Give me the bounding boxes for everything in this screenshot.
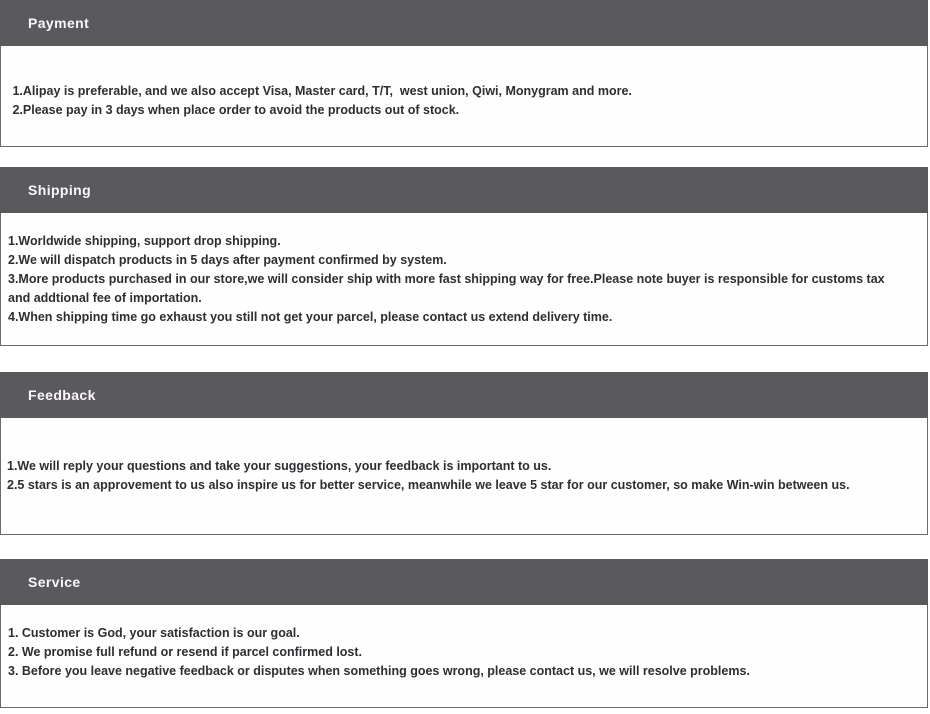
text-line: 2.5 stars is an approvement to us also inspire us for better service, meanwhile we leave 5 star for our customer, so make Win-win between us. — [7, 478, 850, 492]
section-feedback — [0, 372, 928, 535]
payment-title: Payment — [28, 15, 90, 31]
service-header-bar — [0, 559, 928, 605]
section-shipping — [0, 167, 928, 346]
text-line: 4.When shipping time go exhaust you still not get your parcel, please contact us extend delivery time. — [8, 310, 613, 324]
payment-header-bar — [0, 0, 928, 46]
text-line: 2. We promise full refund or resend if parcel confirmed lost. — [8, 645, 363, 659]
shipping-content — [0, 213, 928, 346]
shipping-header-bar — [0, 167, 928, 213]
text-line: 3.More products purchased in our store,we will consider ship with more fast shipping way for free.Please note buyer is responsible for customs tax — [8, 272, 885, 286]
section-service — [0, 559, 928, 708]
text-line: 1.We will reply your questions and take your suggestions, your feedback is important to us. — [7, 459, 552, 473]
feedback-header-bar — [0, 372, 928, 418]
feedback-content — [0, 418, 928, 535]
text-line: 2.Please pay in 3 days when place order to avoid the products out of stock. — [9, 103, 460, 117]
text-line: 3. Before you leave negative feedback or disputes when something goes wrong, please contact us, we will resolve problems. — [8, 664, 750, 678]
payment-content — [0, 46, 928, 147]
service-title: Service — [28, 574, 81, 590]
text-line: 1.Alipay is preferable, and we also accept Visa, Master card, T/T, west union, Qiwi, Monygram and more. — [9, 84, 632, 98]
text-line: 1. Customer is God, your satisfaction is our goal. — [8, 626, 300, 640]
service-content — [0, 605, 928, 708]
text-line: 2.We will dispatch products in 5 days after payment confirmed by system. — [8, 253, 447, 267]
text-line: and addtional fee of importation. — [8, 291, 202, 305]
section-payment — [0, 0, 928, 147]
text-line: 1.Worldwide shipping, support drop shipping. — [8, 234, 281, 248]
shipping-title: Shipping — [28, 182, 92, 198]
feedback-title: Feedback — [28, 387, 96, 403]
